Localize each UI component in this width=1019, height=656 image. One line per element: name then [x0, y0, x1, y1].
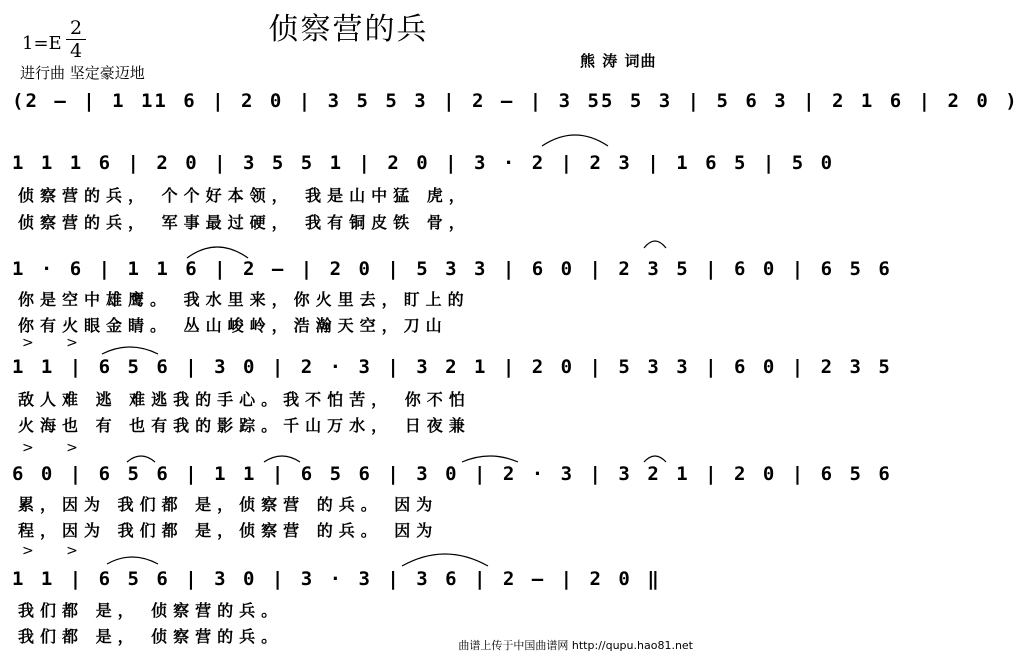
slur-mark — [125, 450, 157, 464]
time-signature — [66, 18, 86, 61]
notation-row-4: 1 1 | 6 5 6 | 3 0 | 2 · 3 | 3 2 1 | 2 0 | 5 3 3 | 6 0 | 2 3 5 — [12, 356, 892, 378]
notation-row-1: (2 – | 1 11 6 | 2 0 | 3 5 5 3 | 2 – | 3 55 5 3 | 5 6 3 | 2 1 6 | 2 0 ) — [12, 90, 1019, 112]
lyric-row-2-verse-2: 侦察营的兵， 军事最过硬， 我有铜皮铁 骨， — [18, 213, 471, 232]
slur-mark — [185, 240, 250, 260]
time-numerator: 2 — [69, 17, 83, 39]
lyric-row-4-verse-2: 火海也 有 也有我的影踪。千山万水， 日夜兼 — [18, 416, 471, 435]
lyric-row-6-verse-2: 我们都 是， 侦察营的兵。 — [18, 627, 284, 646]
accent-marks: > > — [22, 440, 92, 456]
notation-row-5: 6 0 | 6 5 6 | 1 1 | 6 5 6 | 3 0 | 2 · 3 | 3 2 1 | 2 0 | 6 5 6 — [12, 463, 892, 485]
slur-mark — [100, 340, 160, 356]
slur-mark — [642, 450, 668, 464]
author-credit: 熊 涛 词曲 — [580, 52, 657, 70]
key-signature: 1=E — [22, 33, 62, 54]
lyric-row-2-verse-1: 侦察营的兵， 个个好本领， 我是山中猛 虎， — [18, 186, 471, 205]
notation-row-3: 1 · 6 | 1 1 6 | 2 – | 2 0 | 5 3 3 | 6 0 | 2 3 5 | 6 0 | 6 5 6 — [12, 258, 892, 280]
lyric-row-5-verse-2: 程，因为 我们都 是，侦察营 的兵。 因为 — [18, 521, 439, 540]
time-denominator: 4 — [69, 40, 83, 62]
notation-row-6: 1 1 | 6 5 6 | 3 0 | 3 · 3 | 3 6 | 2 – | 2 0 ‖ — [12, 568, 661, 590]
lyric-row-3-verse-1: 你是空中雄鹰。 我水里来，你火里去，盯上的 — [18, 290, 470, 309]
notation-row-2: 1 1 1 6 | 2 0 | 3 5 5 1 | 2 0 | 3 · 2 | 2 3 | 1 6 5 | 5 0 — [12, 152, 835, 174]
slur-mark — [262, 450, 302, 464]
song-title: 侦察营的兵 — [268, 12, 429, 47]
slur-mark — [540, 128, 610, 148]
footer-watermark: 曲谱上传于中国曲谱网 http://qupu.hao81.net — [458, 639, 693, 652]
lyric-row-5-verse-1: 累，因为 我们都 是，侦察营 的兵。 因为 — [18, 495, 439, 514]
lyric-row-6-verse-1: 我们都 是， 侦察营的兵。 — [18, 601, 284, 620]
accent-marks: > > — [22, 335, 92, 351]
slur-mark — [400, 546, 490, 568]
lyric-row-3-verse-2: 你有火眼金睛。 丛山峻岭，浩瀚天空，刀山 — [18, 316, 448, 335]
slur-mark — [642, 234, 668, 250]
slur-mark — [460, 450, 520, 464]
accent-marks: > > — [22, 543, 92, 559]
tempo-marking: 进行曲 坚定豪迈地 — [20, 64, 145, 82]
slur-mark — [105, 550, 160, 566]
lyric-row-4-verse-1: 敌人难 逃 难逃我的手心。我不怕苦， 你不怕 — [18, 390, 471, 409]
